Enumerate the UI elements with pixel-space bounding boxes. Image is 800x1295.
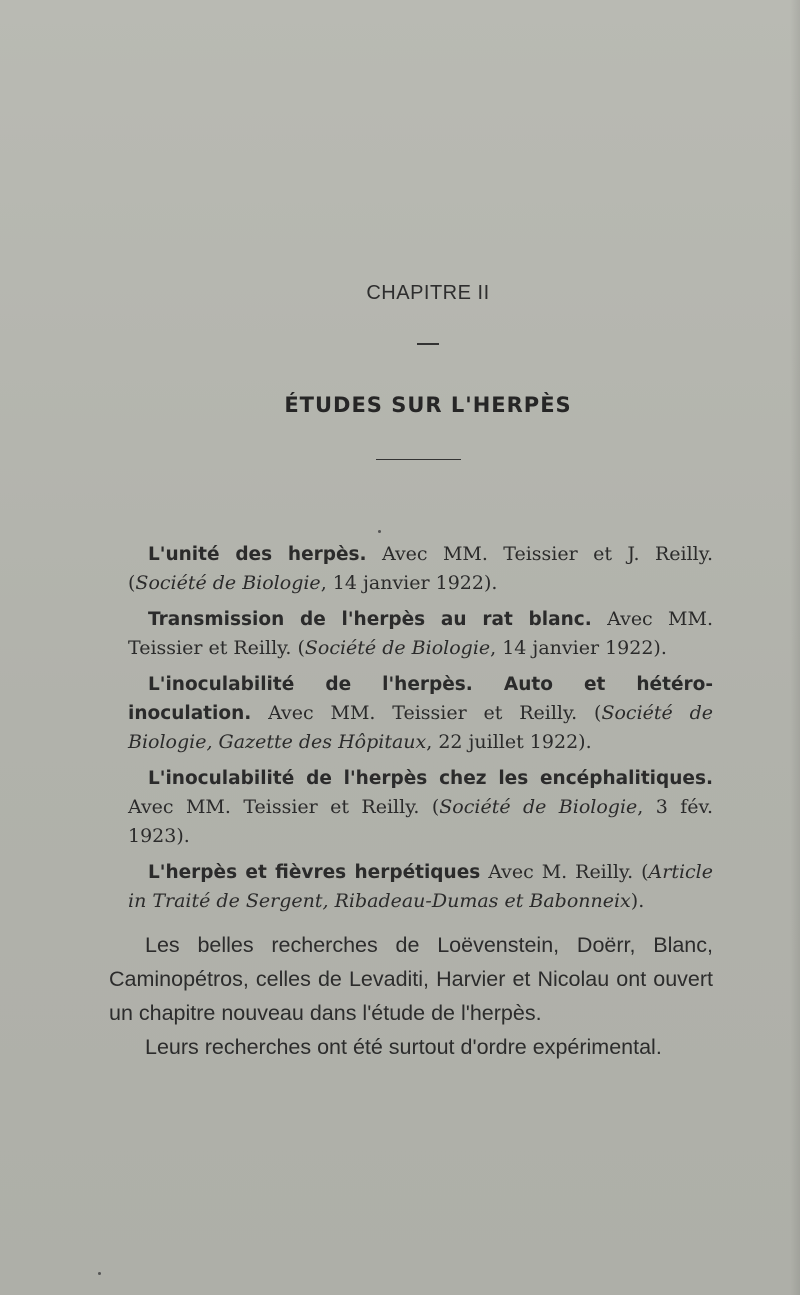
entry-title: L'inoculabilité de l'herpès chez les encéphalitiques.: [148, 768, 713, 789]
entry-date: , 14 janvier 1922).: [490, 637, 667, 659]
entry-authors: Avec M. Reilly. (: [480, 861, 649, 883]
chapter-dash: [417, 343, 439, 345]
entry-date: , 3 fév. 1923).: [128, 796, 713, 847]
entry-title: L'herpès et fièvres herpétiques: [148, 862, 481, 883]
entry-source: Société de Biologie, Gazette des Hôpitaux: [128, 702, 713, 753]
page-edge-shadow: [790, 0, 800, 1295]
entry-date: , 22 juillet 1922).: [426, 731, 592, 753]
entry-authors: Avec MM. Teissier et J. Reilly. (: [128, 543, 713, 594]
ink-speck: [98, 1272, 101, 1275]
paragraph: Les belles recherches de Loëvenstein, Doërr, Blanc, Caminopétros, celles de Levaditi, Harvier et Nicolau ont ouvert un chapitre nouveau dans l'étude de l'herpès.: [109, 933, 713, 1025]
entry-source: Article in Traité de Sergent, Ribadeau-Dumas et Babonneix: [128, 861, 713, 912]
bibliography-entry: [128, 858, 713, 916]
entry-title: Transmission de l'herpès au rat blanc.: [148, 609, 592, 630]
entry-title: L'unité des herpès.: [148, 544, 367, 565]
entry-date: ).: [630, 890, 645, 912]
entry-source: Société de Biologie: [135, 572, 321, 594]
entry-source: Société de Biologie: [304, 637, 491, 659]
entry-authors: Avec MM. Teissier et Reilly. (: [251, 702, 602, 724]
bibliography-entry: [128, 540, 713, 598]
entry-authors: Avec MM. Teissier et Reilly. (: [128, 796, 440, 818]
bibliography-entry: [128, 605, 713, 663]
bibliography-list: [128, 540, 713, 923]
entry-title: L'inoculabilité de l'herpès. Auto et hétéro-inoculation.: [128, 674, 713, 724]
entry-authors: Avec MM. Teissier et Reilly. (: [128, 608, 713, 659]
entry-date: , 14 janvier 1922).: [320, 572, 498, 594]
bibliography-entry: [128, 670, 713, 757]
body-text: [109, 928, 713, 1064]
chapter-label: CHAPITRE II: [366, 282, 490, 304]
bibliography-entry: [128, 764, 713, 851]
paragraph: Leurs recherches ont été surtout d'ordre expérimental.: [145, 1035, 662, 1059]
title-rule: [376, 459, 461, 460]
ink-speck: [378, 530, 381, 533]
entry-source: Société de Biologie: [439, 796, 638, 818]
chapter-title: ÉTUDES SUR L'HERPÈS: [284, 393, 572, 417]
